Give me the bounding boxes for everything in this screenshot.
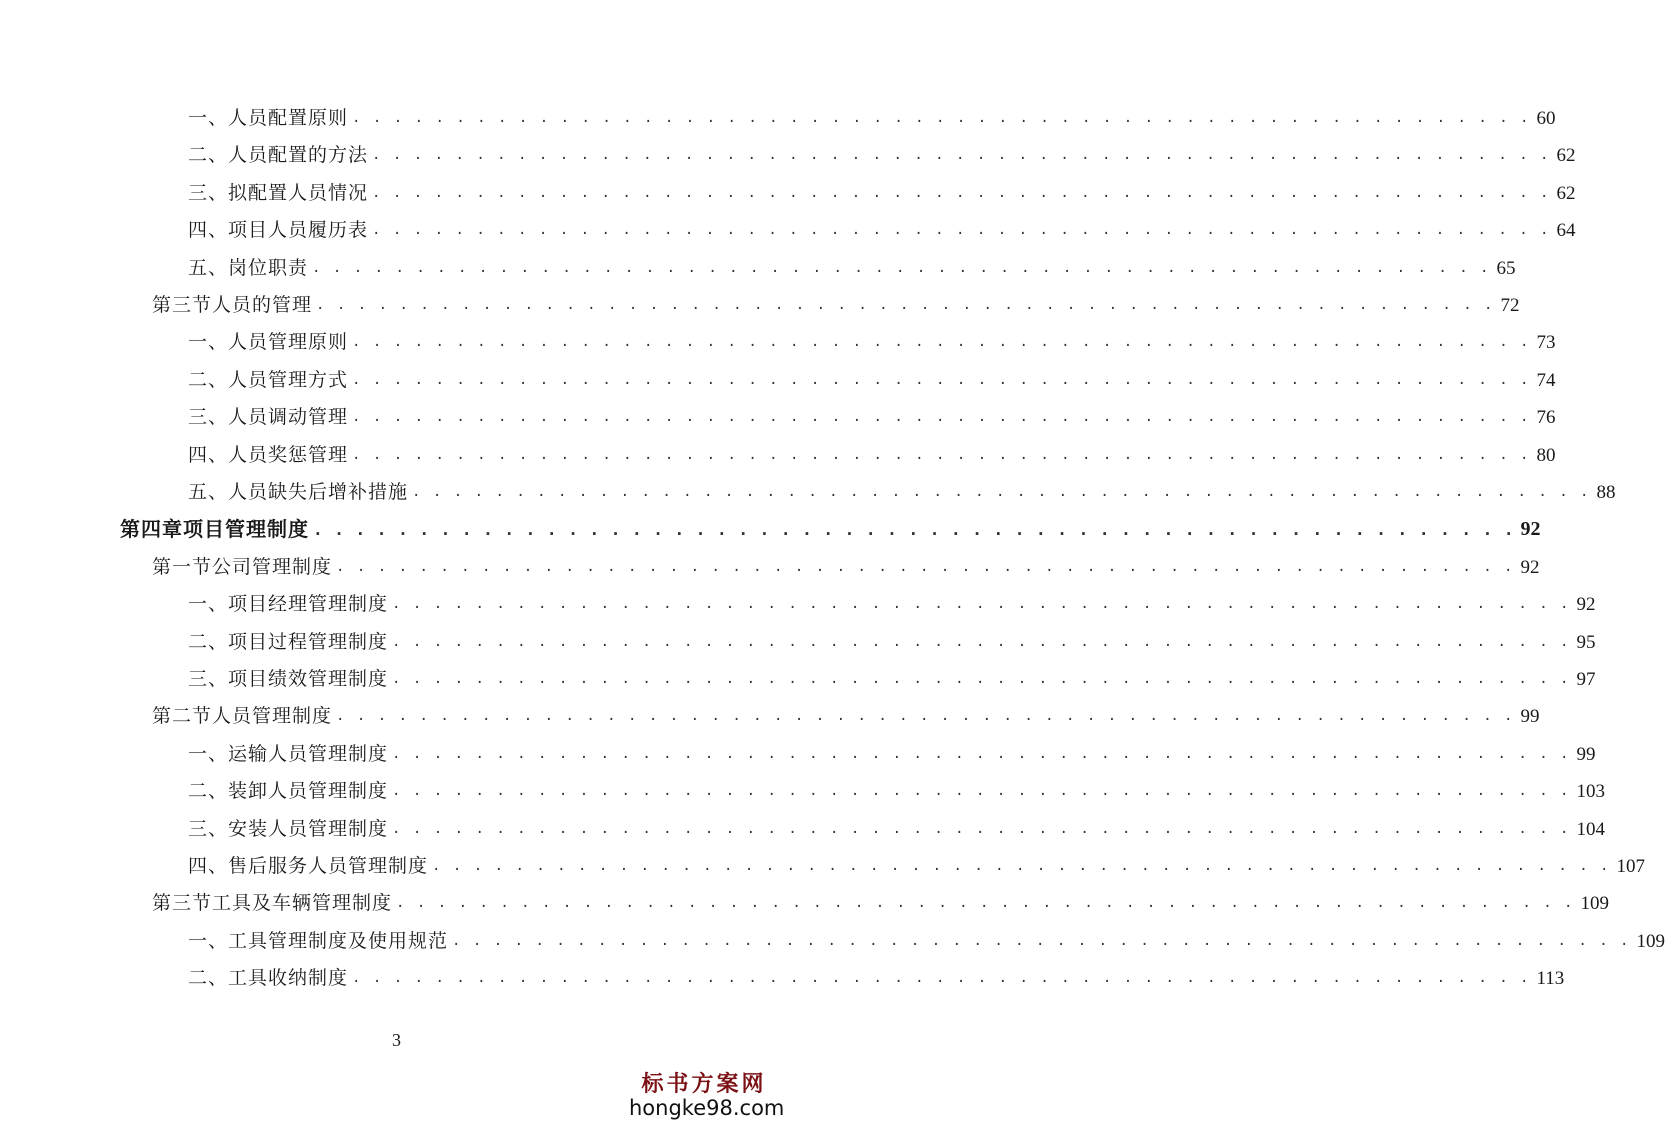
toc-entry-title: 装卸人员管理制度 [228,780,389,803]
toc-subsection-entry[interactable] [188,661,1596,698]
toc-entry-number: 三、 [188,181,229,204]
toc-section-entry[interactable] [152,698,1540,735]
toc-dot-leader: . . . . . . . . . . . . . . . . . . . . . . . . . . . . . . . . . . . . . . . . . . . . . . . . . . . . . . . . . [372,147,1551,164]
toc-entry-number: 第三节 [152,294,213,316]
toc-dot-leader: . . . . . . . . . . . . . . . . . . . . . . . . . . . . . . . . . . . . . . . . . . . . . . . . . . . . . . . . . [372,184,1551,201]
toc-entry-title: 人员管理原则 [228,331,349,354]
toc-entry-page: 97 [1576,669,1596,690]
toc-entry-number: 第三节 [152,892,213,915]
toc-section-entry[interactable] [152,885,1609,922]
toc-entry-number: 二、 [188,630,229,653]
watermark-chinese-text: 标书方案网 [641,1071,767,1097]
toc-entry-page: 76 [1536,407,1556,429]
toc-subsection-entry[interactable] [188,437,1556,474]
toc-entry-number: 二、 [188,967,229,990]
toc-dot-leader: . . . . . . . . . . . . . . . . . . . . . . . . . . . . . . . . . . . . . . . . . . . . . . . . . . . . . . . . . [336,708,1515,725]
toc-entry-number: 五、 [188,256,229,279]
toc-subsection-entry[interactable] [188,362,1556,399]
toc-entry-number: 一、 [188,593,229,616]
toc-subsection-entry[interactable] [188,848,1645,885]
toc-dot-leader: . . . . . . . . . . . . . . . . . . . . . . . . . . . . . . . . . . . . . . . . . . . . . . . . . . . . . . . . . [432,858,1611,874]
toc-entry-page: 107 [1616,856,1645,877]
toc-entry-page: 72 [1500,295,1520,316]
toc-entry-title: 工具收纳制度 [228,967,349,990]
toc-dot-leader: . . . . . . . . . . . . . . . . . . . . . . . . . . . . . . . . . . . . . . . . . . . . . . . . . . . . . . . . . [396,895,1575,912]
toc-dot-leader: . . . . . . . . . . . . . . . . . . . . . . . . . . . . . . . . . . . . . . . . . . . . . . . . . . . . . . . . . [392,671,1571,687]
toc-dot-leader: . . . . . . . . . . . . . . . . . . . . . . . . . . . . . . . . . . . . . . . . . . . . . . . . . . . . . . . . . [352,110,1531,126]
toc-subsection-entry[interactable] [188,324,1556,361]
toc-entry-title: 安装人员管理制度 [228,817,389,840]
toc-dot-leader: . . . . . . . . . . . . . . . . . . . . . . . . . . . . . . . . . . . . . . . . . . . . . . . . . . . . . . . . . [352,371,1531,388]
watermark-logo [629,1067,785,1120]
toc-subsection-entry[interactable] [188,175,1576,212]
toc-entry-number: 第二节 [152,705,213,728]
toc-entry-title: 工具及车辆管理制度 [212,892,393,915]
toc-entry-title: 项目人员履历表 [228,219,369,242]
toc-entry-title: 人员的管理 [212,294,313,316]
toc-subsection-entry[interactable] [188,474,1616,511]
toc-dot-leader: . . . . . . . . . . . . . . . . . . . . . . . . . . . . . . . . . . . . . . . . . . . . . . . . . . . . . . . . . [392,596,1571,613]
toc-subsection-entry[interactable] [188,250,1516,287]
toc-entry-number: 二、 [188,144,229,167]
toc-dot-leader: . . . . . . . . . . . . . . . . . . . . . . . . . . . . . . . . . . . . . . . . . . . . . . . . . . . . . . . . . [336,558,1515,575]
toc-entry-title: 项目过程管理制度 [228,630,389,653]
toc-entry-page: 74 [1536,369,1556,391]
toc-entry-page: 99 [1576,743,1596,765]
toc-dot-leader: . . . . . . . . . . . . . . . . . . . . . . . . . . . . . . . . . . . . . . . . . . . . . . . . . . . . . . . . . [392,783,1571,800]
toc-entry-number: 三、 [188,817,229,840]
toc-section-entry[interactable] [152,549,1540,586]
toc-entry-title: 运输人员管理制度 [228,742,389,765]
toc-entry-number: 四、 [188,443,229,466]
toc-subsection-entry[interactable] [188,100,1556,137]
toc-entry-page: 65 [1496,257,1516,279]
toc-subsection-entry[interactable] [188,137,1576,174]
toc-entry-page: 99 [1520,706,1540,728]
toc-entry-title: 人员缺失后增补措施 [228,481,409,503]
toc-subsection-entry[interactable] [188,923,1665,960]
toc-subsection-entry[interactable] [188,586,1596,623]
toc-subsection-entry[interactable] [188,773,1605,810]
toc-entry-number: 二、 [188,780,229,803]
toc-subsection-entry[interactable] [188,960,1565,997]
toc-subsection-entry[interactable] [188,624,1596,661]
toc-entry-page: 73 [1536,332,1556,354]
toc-entry-number: 一、 [188,929,229,952]
toc-entry-number: 三、 [188,406,229,429]
toc-entry-page: 109 [1580,893,1609,915]
toc-entry-number: 第四章 [120,517,183,542]
toc-entry-title: 人员管理方式 [228,368,349,391]
toc-entry-page: 80 [1536,444,1556,466]
toc-dot-leader: . . . . . . . . . . . . . . . . . . . . . . . . . . . . . . . . . . . . . . . . . . . . . . . . . . . . . . . . . [392,745,1571,762]
toc-entry-page: 109 [1636,930,1665,952]
toc-entry-number: 四、 [188,219,229,242]
toc-entry-number: 一、 [188,331,229,354]
toc-subsection-entry[interactable] [188,399,1556,436]
toc-entry-number: 二、 [188,368,229,391]
toc-dot-leader: . . . . . . . . . . . . . . . . . . . . . . . . . . . . . . . . . . . . . . . . . . . . . . . . . . . . . . . . . [392,633,1571,650]
toc-entry-page: 62 [1556,182,1576,204]
toc-dot-leader: . . . . . . . . . . . . . . . . . . . . . . . . . . . . . . . . . . . . . . . . . . . . . . . . . . . . . . . . . [352,446,1531,463]
toc-entry-title: 人员配置原则 [228,107,349,129]
toc-dot-leader: . . . . . . . . . . . . . . . . . . . . . . . . . . . . . . . . . . . . . . . . . . . . . . . . . . . . . . . . . [392,820,1571,837]
toc-dot-leader: . . . . . . . . . . . . . . . . . . . . . . . . . . . . . . . . . . . . . . . . . . . . . . . . . . . . . . . . . [352,409,1531,426]
toc-entry-number: 四、 [188,855,229,877]
toc-entry-title: 工具管理制度及使用规范 [228,929,449,952]
toc-dot-leader: . . . . . . . . . . . . . . . . . . . . . . . . . . . . . . . . . . . . . . . . . . . . . . . . . . . . . . . . . [352,334,1531,351]
toc-entry-page: 92 [1576,594,1596,616]
toc-subsection-entry[interactable] [188,212,1576,249]
toc-dot-leader: . . . . . . . . . . . . . . . . . . . . . . . . . . . . . . . . . . . . . . . . . . . . . . . . . . . . . . . . . [372,222,1551,239]
toc-entry-title: 人员管理制度 [212,705,333,728]
toc-dot-leader: . . . . . . . . . . . . . . . . . . . . . . . . . . . . . . . . . . . . . . . . . . . . . . . . . . . . . . . . . [313,520,1515,540]
toc-entry-title: 拟配置人员情况 [228,181,369,204]
toc-entry-page: 92 [1520,518,1541,541]
toc-chapter-entry[interactable] [120,511,1541,548]
toc-entry-page: 88 [1596,482,1616,503]
toc-entry-page: 64 [1556,220,1576,242]
toc-entry-page: 92 [1520,556,1540,578]
toc-entry-page: 103 [1576,781,1605,803]
watermark-domain-text: hongke98.com [629,1096,785,1120]
toc-dot-leader: . . . . . . . . . . . . . . . . . . . . . . . . . . . . . . . . . . . . . . . . . . . . . . . . . . . . . . . . . [312,259,1491,276]
toc-dot-leader: . . . . . . . . . . . . . . . . . . . . . . . . . . . . . . . . . . . . . . . . . . . . . . . . . . . . . . . . . [452,932,1631,949]
toc-entry-page: 95 [1576,631,1596,653]
toc-subsection-entry[interactable] [188,811,1605,848]
toc-entry-title: 项目经理管理制度 [228,593,389,616]
toc-entry-number: 一、 [188,742,229,765]
toc-entry-title: 售后服务人员管理制度 [228,855,429,877]
page-number: 3 [392,1030,401,1050]
toc-section-entry[interactable] [152,287,1520,324]
toc-dot-leader: . . . . . . . . . . . . . . . . . . . . . . . . . . . . . . . . . . . . . . . . . . . . . . . . . . . . . . . . . [316,297,1495,313]
toc-dot-leader: . . . . . . . . . . . . . . . . . . . . . . . . . . . . . . . . . . . . . . . . . . . . . . . . . . . . . . . . . [352,970,1531,987]
toc-entry-title: 岗位职责 [228,256,309,279]
toc-dot-leader: . . . . . . . . . . . . . . . . . . . . . . . . . . . . . . . . . . . . . . . . . . . . . . . . . . . . . . . . . [412,484,1591,500]
toc-entry-number: 三、 [188,668,229,690]
toc-entry-title: 项目管理制度 [183,517,309,542]
toc-entry-title: 人员奖惩管理 [228,443,349,466]
toc-entry-number: 第一节 [152,555,213,578]
toc-entry-title: 公司管理制度 [212,555,333,578]
toc-entry-page: 60 [1536,108,1556,129]
toc-subsection-entry[interactable] [188,736,1596,773]
toc-entry-page: 113 [1536,968,1565,990]
toc-entry-title: 项目绩效管理制度 [228,668,389,690]
toc-entry-page: 62 [1556,145,1576,167]
toc-entry-number: 一、 [188,107,229,129]
toc-entry-title: 人员配置的方法 [228,144,369,167]
toc-entry-title: 人员调动管理 [228,406,349,429]
toc-entry-page: 104 [1576,818,1605,840]
toc-entry-number: 五、 [188,481,229,503]
